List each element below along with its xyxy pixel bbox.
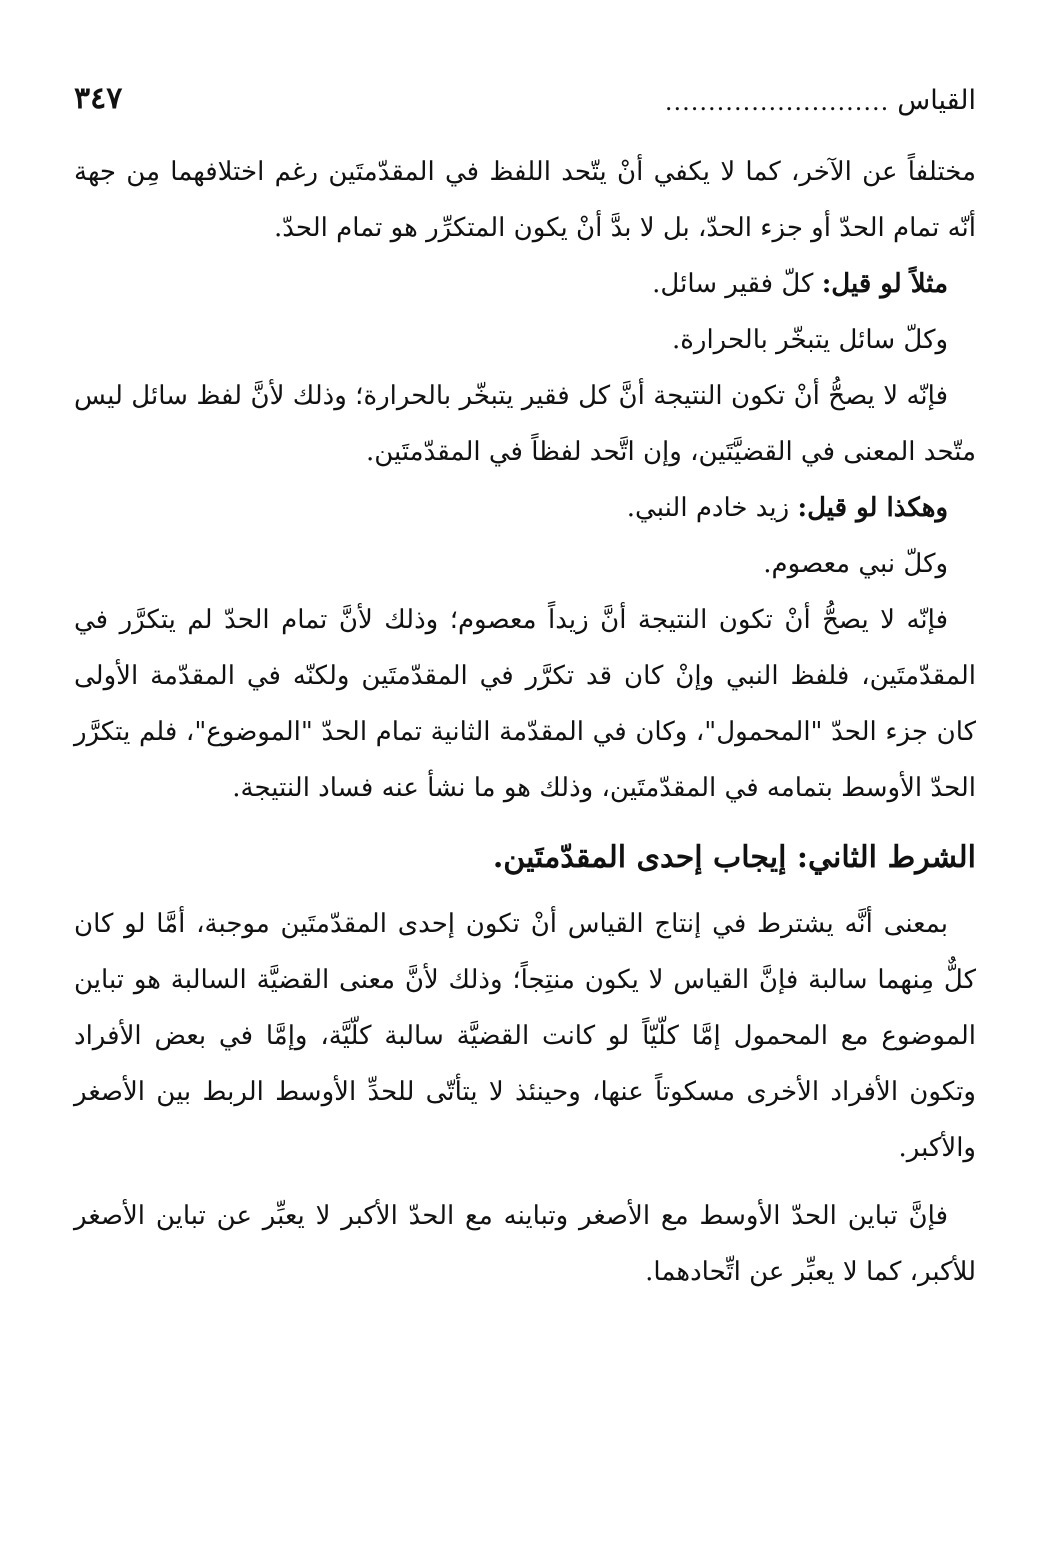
example-1-lead: مثلاً لو قيل: xyxy=(821,269,948,299)
example-2-line-1 xyxy=(74,480,976,536)
page-body xyxy=(74,144,976,1300)
paragraph-4: بمعنى أنَّه يشترط في إنتاج القياس أنْ تكون إحدى المقدّمتَين موجبة، أمَّا لو كان كلٌّ مِنهما سالبة فإنَّ القياس لا يكون منتِجاً؛ وذلك لأنَّ معنى القضيَّة السالبة هو تباين الموضوع مع المحمول إمَّا كلّيّاً لو كانت القضيَّة سالبة كلّيَّة، وإمَّا في بعض الأفراد وتكون الأفراد الأخرى مسكوتاً عنها، وحينئذ لا يتأتّى للحدِّ الأوسط الربط بين الأصغر والأكبر. xyxy=(74,909,976,1163)
chapter-title: القياس xyxy=(897,85,976,116)
page-number: ٣٤٧ xyxy=(74,81,123,116)
paragraph-1: مختلفاً عن الآخر، كما لا يكفي أنْ يتّحد اللفظ في المقدّمتَين رغم اختلافهما مِن جهة أنّه تمام الحدّ أو جزء الحدّ، بل لا بدَّ أنْ يكون المتكرِّر هو تمام الحدّ. xyxy=(74,157,976,243)
paragraph-spacer xyxy=(74,1176,976,1188)
example-2-premise-1: زيد خادم النبي. xyxy=(626,493,790,523)
example-1-line-1 xyxy=(74,256,976,312)
running-header xyxy=(74,58,976,114)
leader-dots: .......................... xyxy=(664,88,890,116)
paragraph-2: فإنّه لا يصحُّ أنْ تكون النتيجة أنَّ كل فقير يتبخّر بالحرارة؛ وذلك لأنَّ لفظ سائل ليس متّحد المعنى في القضيَّتَين، وإن اتَّحد لفظاً في المقدّمتَين. xyxy=(74,381,976,467)
running-title-group xyxy=(665,87,976,114)
example-2-lead: وهكذا لو قيل: xyxy=(797,493,948,523)
example-2-line-2: وكلّ نبي معصوم. xyxy=(763,549,948,579)
example-1-line-2: وكلّ سائل يتبخّر بالحرارة. xyxy=(672,325,948,355)
paragraph-5: فإنَّ تباين الحدّ الأوسط مع الأصغر وتباينه مع الحدّ الأكبر لا يعبِّر عن تباين الأصغر للأكبر، كما لا يعبِّر عن اتِّحادهما. xyxy=(74,1201,976,1287)
example-1-premise-1: كلّ فقير سائل. xyxy=(652,269,814,299)
section-heading: الشرط الثاني: إيجاب إحدى المقدّمتَين. xyxy=(492,840,976,875)
paragraph-3: فإنّه لا يصحُّ أنْ تكون النتيجة أنَّ زيداً معصوم؛ وذلك لأنَّ تمام الحدّ لم يتكرَّر في المقدّمتَين، فلفظ النبي وإنْ كان قد تكرَّر في المقدّمتَين ولكنّه في المقدّمة الأولى كان جزء الحدّ "المحمول"، وكان في المقدّمة الثانية تمام الحدّ "الموضوع"، فلم يتكرَّر الحدّ الأوسط بتمامه في المقدّمتَين، وذلك هو ما نشأ عنه فساد النتيجة. xyxy=(74,605,976,803)
